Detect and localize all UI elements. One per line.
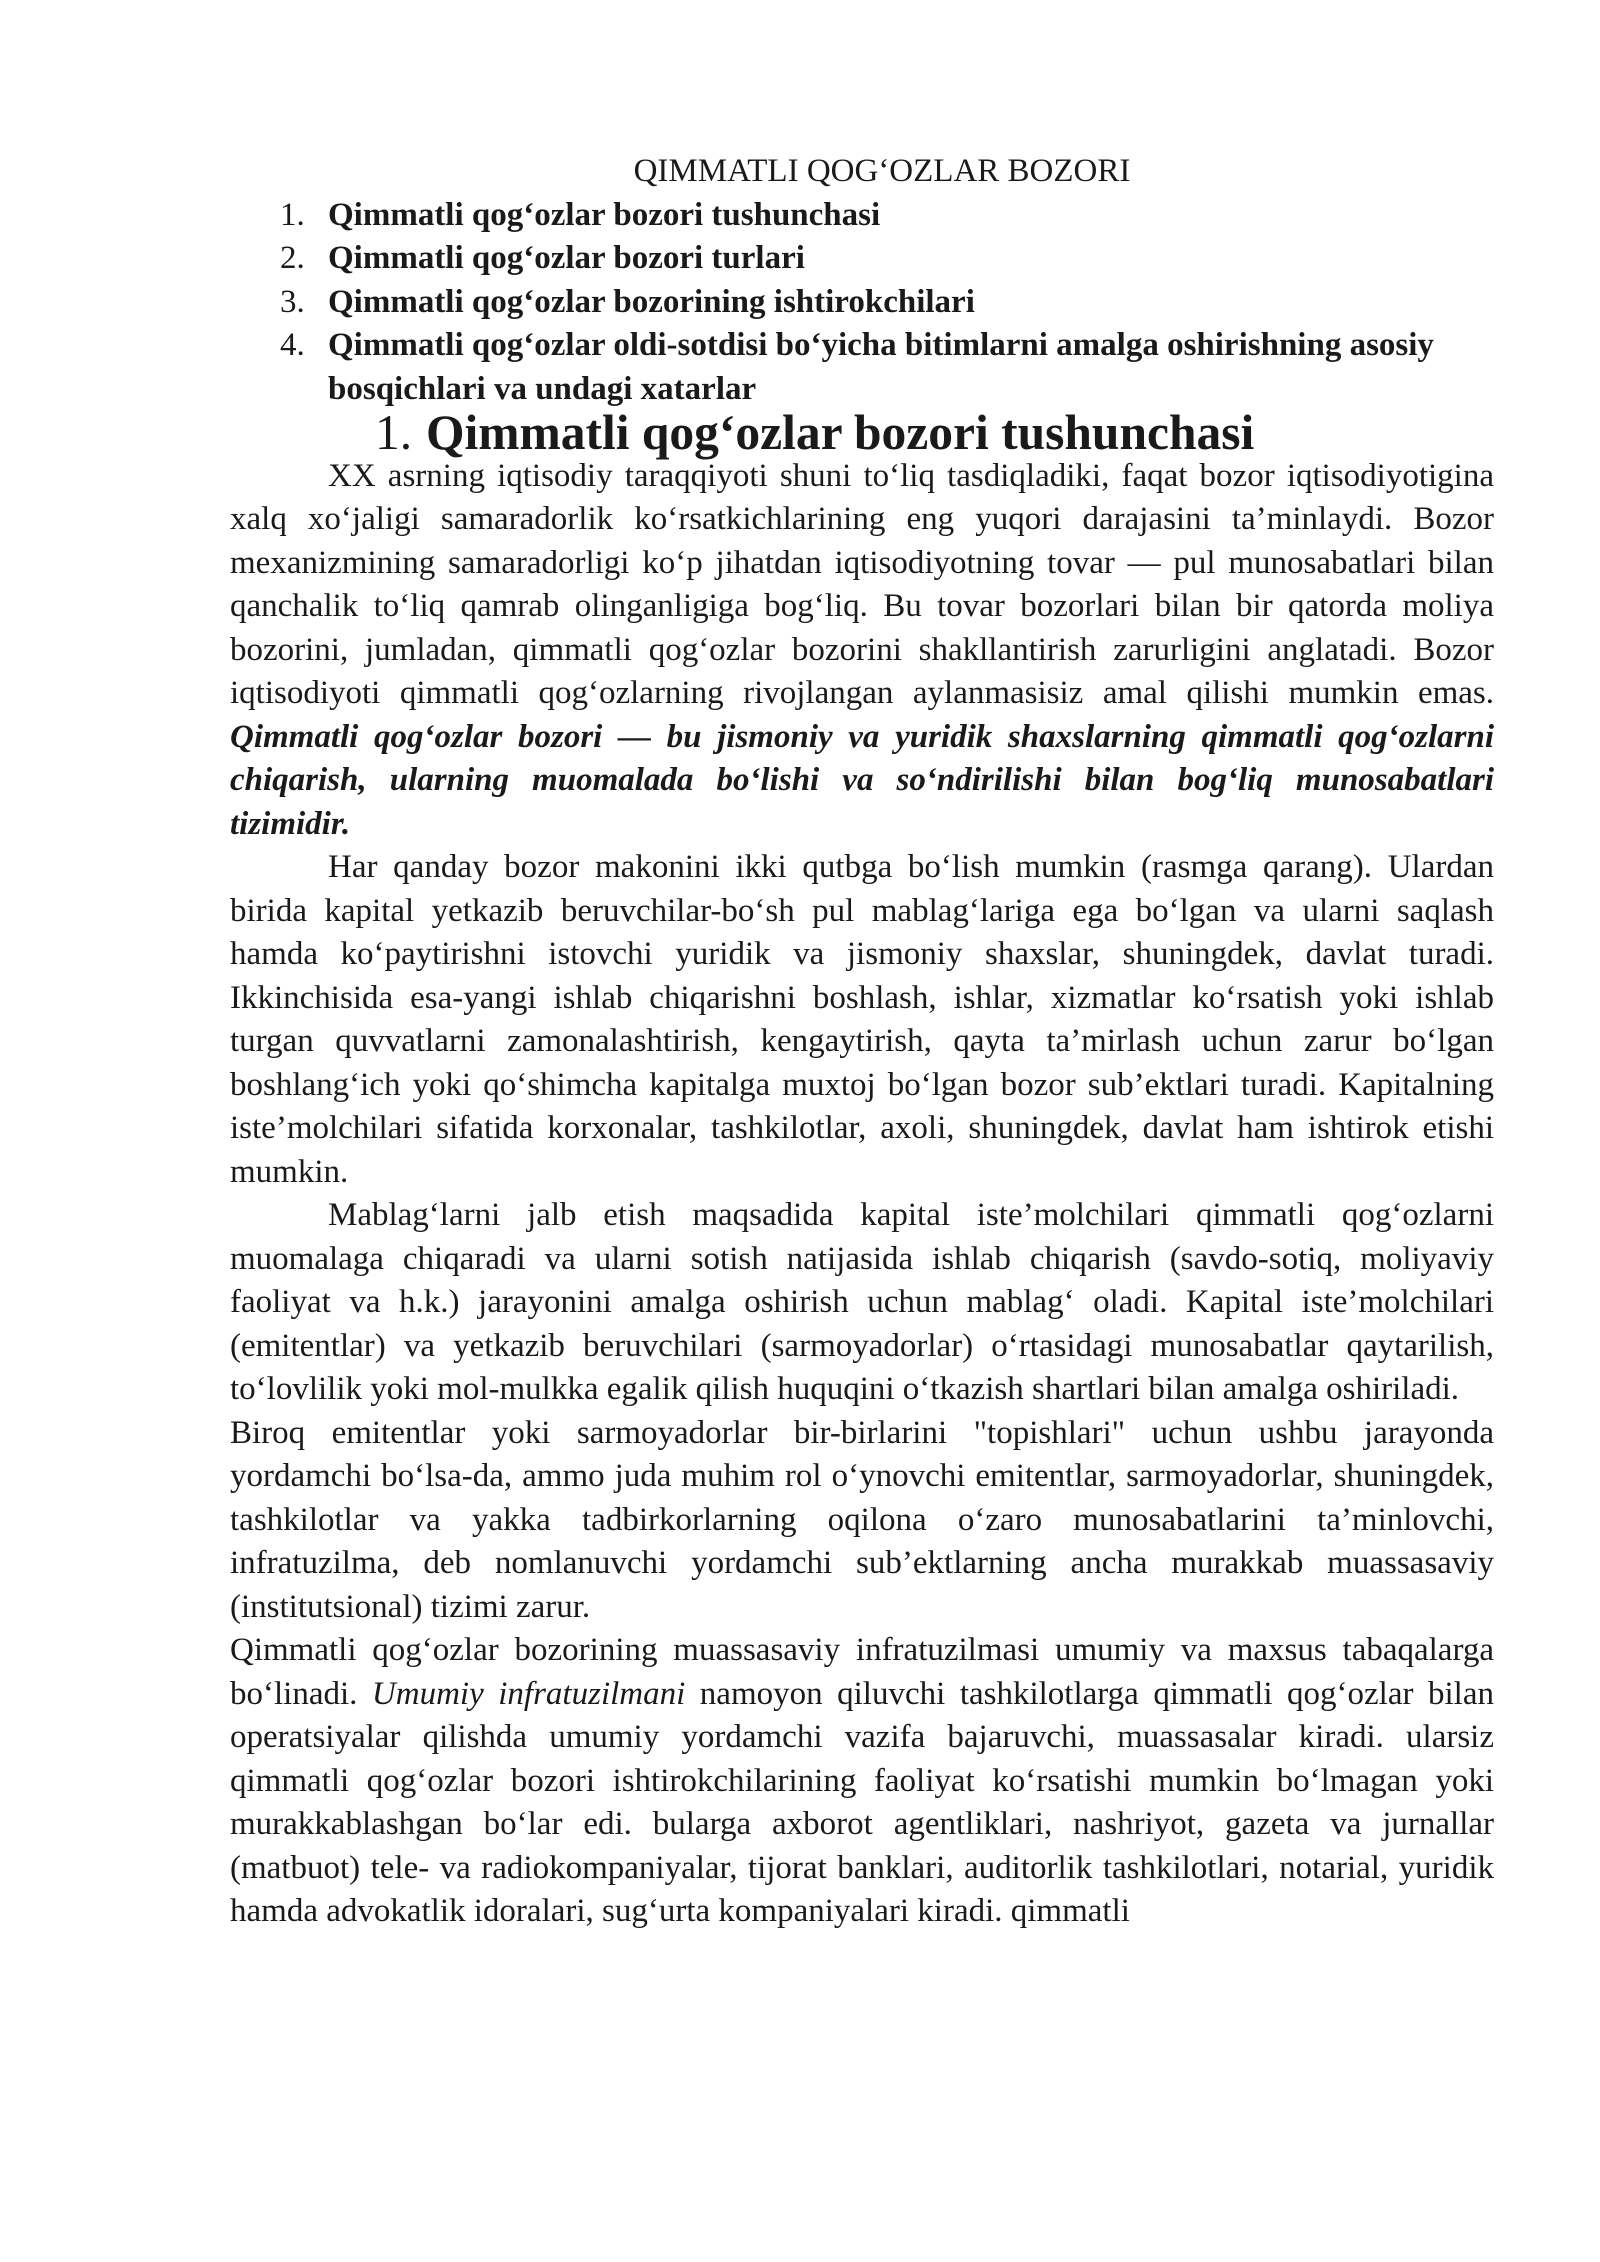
toc-item-number: 1. [280,196,305,233]
paragraph: Har qanday bozor makonini ikki qutbga bo‘lish mumkin (rasmga qarang). Ulardan birida kapital yetkazib beruvchilar-bo‘sh pul mablag‘lariga ega bo‘lgan va ularni saqlash hamda ko‘paytirishni istovchi yuridik va jismoniy shaxslar, shuningdek, davlat turadi. Ikkinchisida esa-yangi ishlab chiqarishni boshlash, ishlar, xizmatlar ko‘rsatish yoki ishlab turgan quvvatlarni zamonalashtirish, kengaytirish, qayta ta’mirlash uchun zarur bo‘lgan boshlang‘ich yoki qo‘shimcha kapitalga muxtoj bo‘lgan bozor sub’ektlari turadi. Kapitalning iste’molchilari sifatida korxonalar, tashkilotlar, axoli, shuningdek, davlat ham ishtirok etishi mumkin. [230,849,1494,1190]
definition-emphasis: Qimmatli qog‘ozlar bozori — bu jismoniy va yuridik shaxslarning qimmatli qog‘ozlarni chiqarish, ularning muomalada bo‘lishi va so‘ndirilishi bilan bog‘liq munosabatlari tizimidir. [230,718,1494,842]
document-page [230,150,1494,1934]
table-of-contents [230,194,1494,412]
toc-item [230,324,1494,411]
section-heading [230,405,1494,460]
italic-term: Umumiy infratuzilmani [371,1675,686,1712]
section-heading-text: Qimmatli qog‘ozlar bozori tushunchasi [426,405,1255,460]
paragraph-text: namoyon qiluvchi tashkilotlarga qimmatli qog‘ozlar bilan operatsiyalar qilishda umumiy yordamchi vazifa bajaruvchi, muassasalar kiradi. ularsiz qimmatli qog‘ozlar bozori ishtirokchilarining faoliyat ko‘rsatishi mumkin bo‘lmagan yoki murakkablashgan bo‘lar edi. bularga axborot agentliklari, nashriyot, gazeta va jurnallar (matbuot) tele- va radiokompaniyalar, tijorat banklari, auditorlik tashkilotlari, notarial, yuridik hamda advokatlik idoralari, sug‘urta kompaniyalari kiradi. qimmatli [230,1675,1494,1929]
paragraph: Biroq emitentlar yoki sarmoyadorlar bir-birlarini "topishlari" uchun ushbu jarayonda yordamchi bo‘lsa-da, ammo juda muhim rol o‘ynovchi emitentlar, sarmoyadorlar, shuningdek, tashkilotlar va yakka tadbirkorlarning oqilona o‘zaro munosabatlarini ta’minlovchi, infratuzilma, deb nomlanuvchi yordamchi sub’ektlarning ancha murakkab muassasaviy (institutsional) tizimi zarur. [230,1414,1494,1625]
paragraph [230,1629,1494,1934]
paragraph-text: XX asrning iqtisodiy taraqqiyoti shuni to‘liq tasdiqladiki, faqat bozor iqtisodiyotigina xalq xo‘jaligi samaradorlik ko‘rsatkichlarining eng yuqori darajasini ta’minlaydi. Bozor mexanizmining samaradorligi ko‘p jihatdan iqtisodiyotning tovar — pul munosabatlari bilan qanchalik to‘liq qamrab olinganligiga bog‘liq. Bu tovar bozorlari bilan bir qatorda moliya bozorini, jumladan, qimmatli qog‘ozlar bozorini shakllantirish zarurligini anglatadi. Bozor iqtisodiyoti qimmatli qog‘ozlarning rivojlangan aylanmasisiz amal qilishi mumkin emas. [230,457,1494,711]
toc-item-text: Qimmatli qog‘ozlar oldi-sotdisi bo‘yicha bitimlarni amalga oshirishning asosiy bosqichlari va undagi xatarlar [328,327,1434,407]
toc-item [230,194,1494,238]
toc-item-number: 3. [280,283,305,320]
toc-item-text: Qimmatli qog‘ozlar bozori tushunchasi [328,196,881,233]
section-number: 1. [375,405,413,460]
toc-item [230,237,1494,281]
toc-item-number: 2. [280,240,305,276]
document-title: QIMMATLI QOG‘OZLAR BOZORI [633,153,1131,189]
paragraph-text: Qimmatli qog‘ozlar bozorining muassasaviy infratuzilmasi umumiy va maxsus tabaqalarga bo‘linadi. [230,1632,1494,1712]
paragraph: Mablag‘larni jalb etish maqsadida kapital iste’molchilari qimmatli qog‘ozlarni muomalaga chiqaradi va ularni sotish natijasida ishlab chiqarish (savdo-sotiq, moliyaviy faoliyat va h.k.) jarayonini amalga oshirish uchun mablag‘ oladi. Kapital iste’molchilari (emitentlar) va yetkazib beruvchilari (sarmoyadorlar) o‘rtasidagi munosabatlar qaytarilish, to‘lovlilik yoki mol-mulkka egalik qilish huquqini o‘tkazish shartlari bilan amalga oshiriladi. [230,1197,1494,1407]
toc-item-number: 4. [280,327,305,363]
paragraph [230,455,1494,847]
toc-item [230,281,1494,325]
toc-item-text: Qimmatli qog‘ozlar bozori turlari [328,240,805,276]
toc-item-text: Qimmatli qog‘ozlar bozorining ishtirokchilari [328,283,975,320]
